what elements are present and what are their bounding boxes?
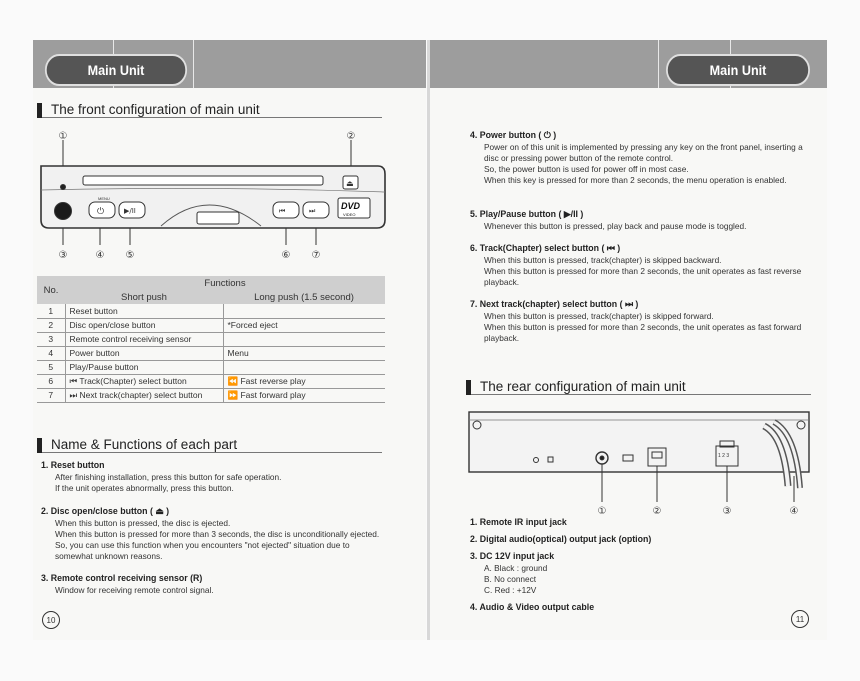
callout-4: ④ bbox=[95, 250, 105, 261]
table-header-functions: Functions bbox=[65, 276, 385, 290]
menu-label: MENU bbox=[98, 196, 110, 201]
table-row: 1 Reset button bbox=[37, 304, 385, 318]
item-1: 1. Reset button After finishing installation, press this button for safe operation. If the unit operates abnormally, press this button. bbox=[41, 460, 282, 493]
item-2: 2. Disc open/close button ( ⏏ ) When this button is pressed, the disc is ejected. When this button is pressed for more than 3 seconds, the disc is unconditionally ejected. So, you can use this function when you encounters "not ejected" situation due to somewhat unknown reasons. bbox=[41, 506, 380, 561]
table-row: 7 ⏭ Next track(chapter) select button ⏩ Fast forward play bbox=[37, 388, 385, 402]
rear-callout-2: ② bbox=[652, 506, 662, 516]
page-number: 11 bbox=[791, 610, 809, 628]
eject-glyph: ⏏ bbox=[346, 179, 354, 188]
table-row: 4 Power button Menu bbox=[37, 346, 385, 360]
dc-pins: 1 2 3 bbox=[718, 453, 730, 459]
rear-callout-4: ④ bbox=[789, 506, 799, 516]
rear-item-1: 1. Remote IR input jack bbox=[470, 517, 567, 527]
power-glyph: ⏻ bbox=[97, 207, 105, 217]
play-pause-glyph: ▶/II bbox=[124, 207, 136, 215]
rear-item-4: 4. Audio & Video output cable bbox=[470, 602, 595, 612]
callout-7: ⑦ bbox=[311, 250, 321, 261]
item-6: 6. Track(Chapter) select button ( ⏮ ) When this button is pressed, track(chapter) is skipped backward. When this button is pressed for more than 2 seconds, the unit operates as fast reverse playback. bbox=[470, 243, 802, 287]
callout-2: ② bbox=[346, 131, 356, 142]
front-panel-diagram bbox=[33, 128, 426, 270]
rear-callout-3: ③ bbox=[722, 506, 732, 516]
item-3: 3. Remote control receiving sensor (R) Window for receiving remote control signal. bbox=[41, 573, 214, 595]
table-row: 2 Disc open/close button *Forced eject bbox=[37, 318, 385, 332]
table-header-short: Short push bbox=[65, 290, 223, 304]
callout-3: ③ bbox=[58, 250, 68, 261]
left-page bbox=[33, 40, 426, 640]
section-title-names: Name & Functions of each part bbox=[37, 437, 382, 453]
video-label: VIDEO bbox=[343, 212, 356, 217]
next-glyph: ⏭ bbox=[309, 207, 316, 215]
section-title-front: The front configuration of main unit bbox=[37, 102, 382, 118]
prev-glyph: ⏮ bbox=[279, 207, 286, 215]
right-page bbox=[430, 40, 827, 640]
header-pill: Main Unit bbox=[666, 54, 810, 86]
table-header-no: No. bbox=[37, 276, 65, 304]
header-pill: Main Unit bbox=[45, 54, 187, 86]
table-row: 5 Play/Pause button bbox=[37, 360, 385, 374]
rear-item-2: 2. Digital audio(optical) output jack (option) bbox=[470, 534, 652, 544]
item-5: 5. Play/Pause button ( ▶/II ) Whenever this button is pressed, play back and pause mode is toggled. bbox=[470, 209, 747, 231]
callout-1: ① bbox=[58, 131, 68, 142]
callout-5: ⑤ bbox=[125, 250, 135, 261]
table-header-long: Long push (1.5 second) bbox=[223, 290, 385, 304]
rear-item-3: 3. DC 12V input jack A. Black : ground B. No connect C. Red : +12V bbox=[470, 551, 555, 595]
table-row: 3 Remote control receiving sensor bbox=[37, 332, 385, 346]
section-title-rear: The rear configuration of main unit bbox=[466, 379, 811, 395]
functions-table bbox=[37, 276, 385, 403]
item-4: 4. Power button ( ⏻ ) Power on of this unit is implemented by pressing any key on the front panel, inserting a disc or pressing power button of the remote control. So, the power button is used for power off in most case. When this key is pressed for more than 2 seconds, the menu operation is enabled. bbox=[470, 130, 803, 185]
page-number: 10 bbox=[42, 611, 60, 629]
callout-6: ⑥ bbox=[281, 250, 291, 261]
table-row: 6 ⏮ Track(Chapter) select button ⏪ Fast reverse play bbox=[37, 374, 385, 388]
dvd-logo: DVD bbox=[341, 201, 361, 211]
rear-panel-diagram bbox=[466, 406, 816, 516]
item-7: 7. Next track(chapter) select button ( ⏭ ) When this button is pressed, track(chapter) is skipped forward. When this button is pressed for more than 2 seconds, the unit operates as fast forward playback. bbox=[470, 299, 802, 343]
rear-callout-1: ① bbox=[597, 506, 607, 516]
